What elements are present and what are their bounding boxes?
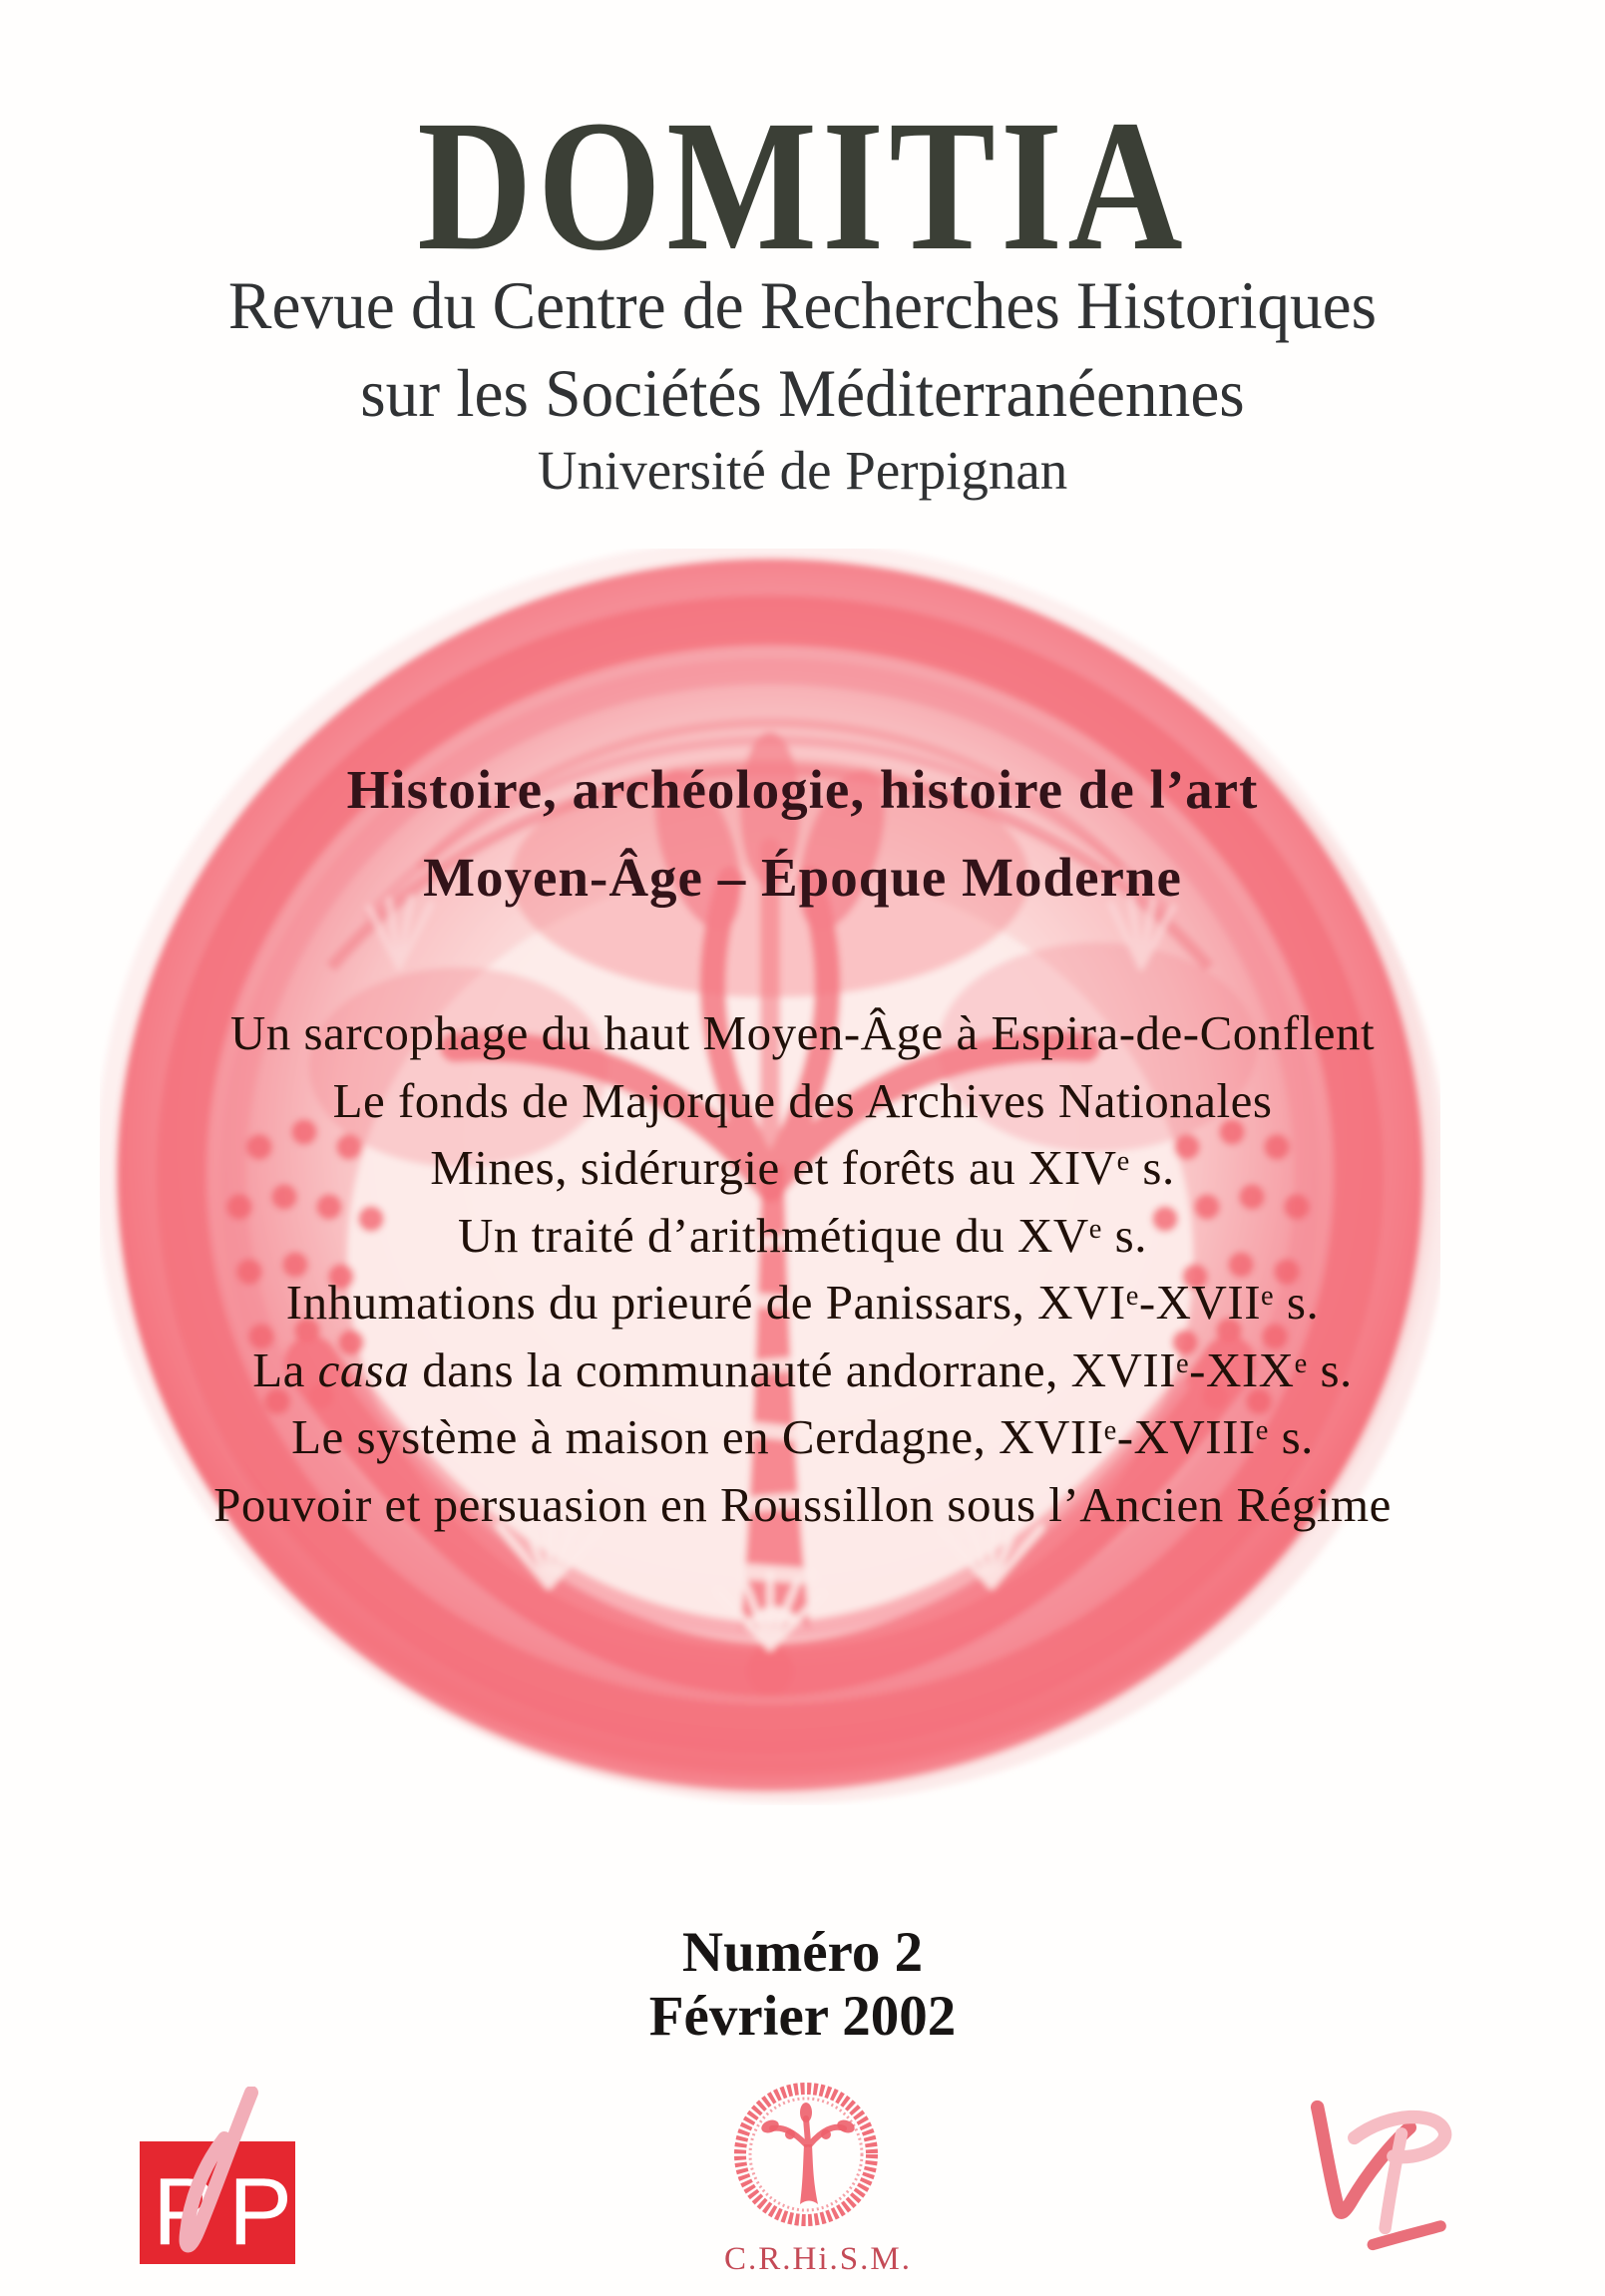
article-title: Inhumations du prieuré de Panissars, XVIe-XVIIe s. bbox=[285, 1275, 1320, 1330]
pup-letter-p-right: P bbox=[228, 2158, 293, 2265]
article-list bbox=[0, 999, 1605, 1538]
article-title: Un sarcophage du haut Moyen-Âge à Espira-de-Conflent bbox=[229, 1005, 1376, 1060]
subtitle-line-2: sur les Sociétés Méditerranéennes bbox=[360, 355, 1245, 431]
crhism-seal bbox=[724, 2077, 912, 2278]
issue-date: Février 2002 bbox=[648, 1985, 957, 2048]
plate-heading-line-2: Moyen-Âge – Époque Moderne bbox=[423, 847, 1182, 908]
article-title: La casa dans la communauté andorrane, XVIIe-XIXe s. bbox=[252, 1341, 1353, 1397]
issue-info bbox=[0, 1921, 1605, 2049]
article-title: Un traité d’arithmétique du XVe s. bbox=[458, 1207, 1147, 1263]
issue-number: Numéro 2 bbox=[681, 1921, 924, 1984]
plate-heading-line-1: Histoire, archéologie, histoire de l’art bbox=[346, 759, 1259, 820]
journal-subtitle bbox=[32, 261, 1573, 437]
article-title: Mines, sidérurgie et forêts au XIVe s. bbox=[430, 1140, 1175, 1195]
article-title: Pouvoir et persuasion en Roussillon sous l’Ancien Régime bbox=[213, 1476, 1392, 1532]
pup-u-brushstroke-icon bbox=[140, 2087, 295, 2264]
pup-publisher-logo bbox=[140, 2087, 295, 2264]
subtitle-line-1: Revue du Centre de Recherches Historiques bbox=[227, 267, 1378, 343]
article-title: Le système à maison en Cerdagne, XVIIe-XVIIIe s. bbox=[291, 1409, 1314, 1464]
pup-letter-p-left: P bbox=[153, 2158, 217, 2265]
seal-caption: C.R.Hi.S.M. bbox=[724, 2241, 912, 2277]
plate-heading bbox=[0, 746, 1605, 922]
up-signature-icon bbox=[1295, 2093, 1469, 2257]
crhism-tree-seal-icon bbox=[726, 2077, 886, 2236]
journal-title: DOMITIA bbox=[417, 81, 1188, 289]
article-title: Le fonds de Majorque des Archives Nationales bbox=[332, 1072, 1273, 1128]
institution-name: Université de Perpignan bbox=[537, 440, 1068, 501]
